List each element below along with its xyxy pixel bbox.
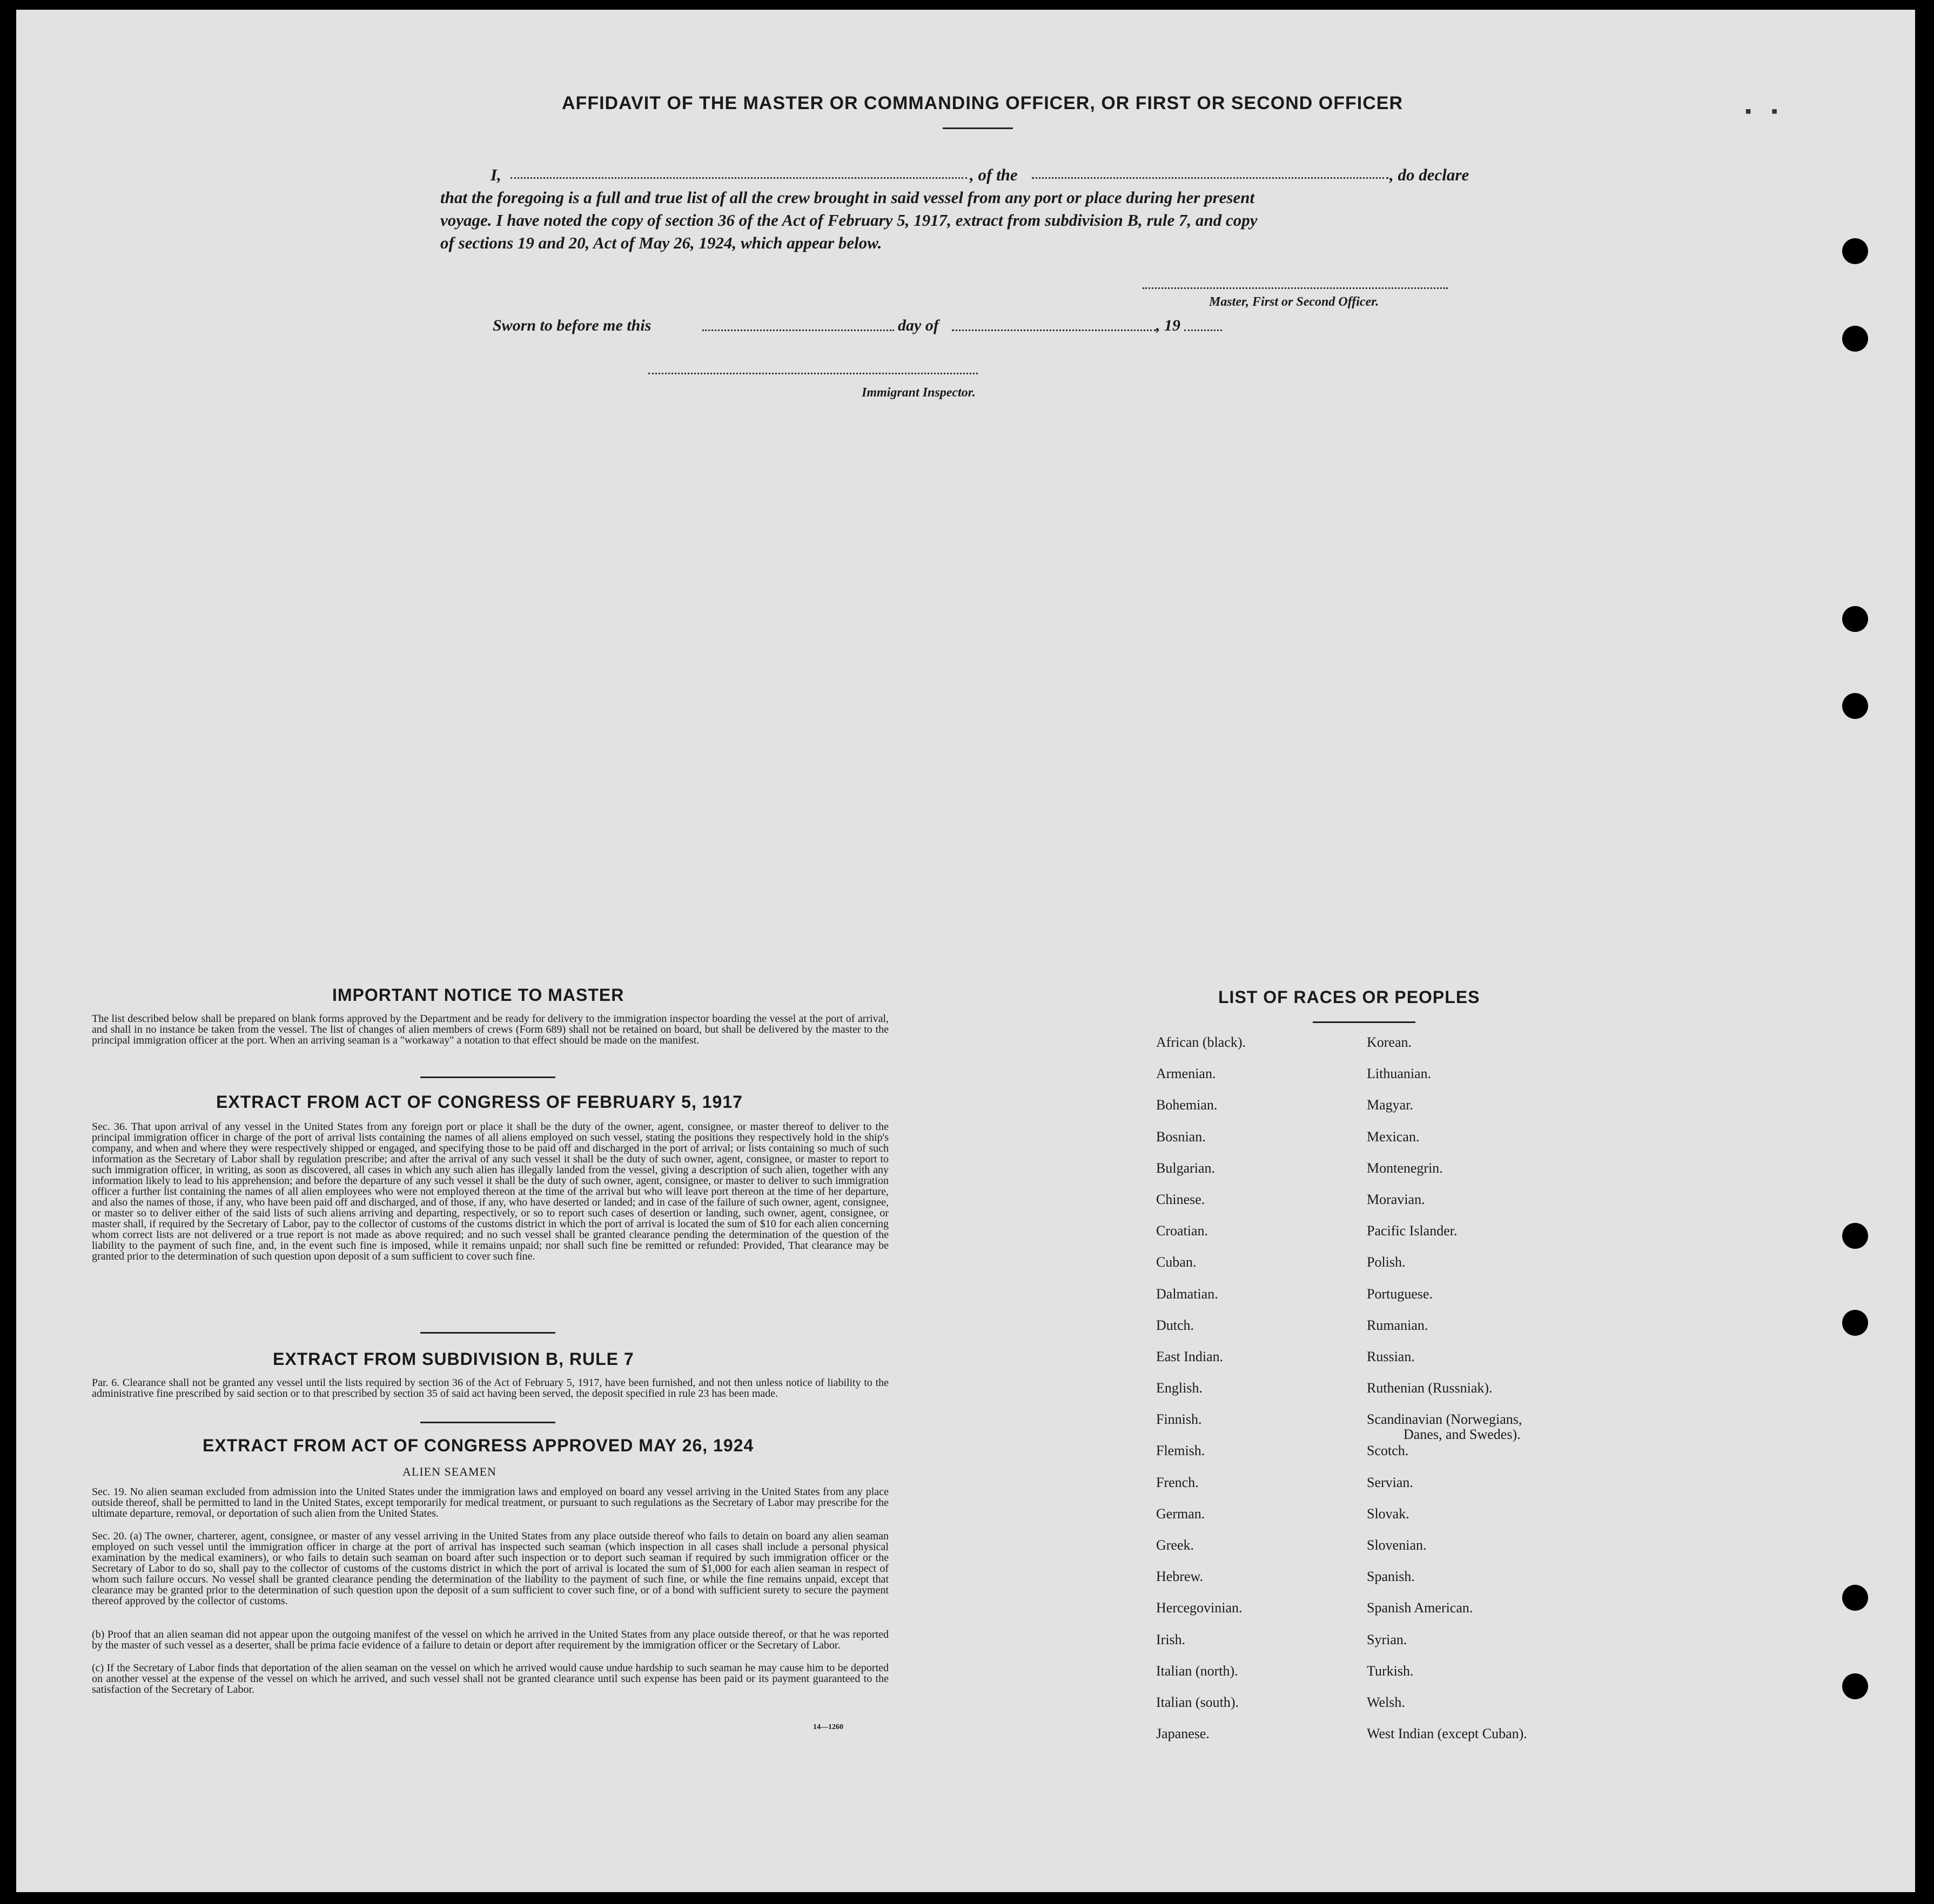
notice-body: The list described below shall be prepared on blank forms approved by the Department and be ready for delivery to the immigration inspector boarding the vessel at the port of arrival, and shall in no instance be taken from the vessel. The list of changes of alien members of crews (Form 689) shall not be retained on board, but shall be delivered by the master to the principal immigration officer at the port. When an arriving seaman is a "workaway" a notation to that effect should be made on the manifest. — [92, 1013, 889, 1046]
inspector-signature-caption: Immigrant Inspector. — [862, 386, 976, 400]
sworn-month-field[interactable] — [952, 329, 1156, 331]
section-divider — [420, 1077, 555, 1078]
race-item: Moravian. — [1367, 1191, 1425, 1207]
punch-hole — [1842, 1310, 1868, 1336]
extract-1924-subtitle: ALIEN SEAMEN — [402, 1465, 496, 1478]
punch-hole — [1842, 693, 1868, 719]
race-item: Italian (north). — [1156, 1663, 1238, 1679]
punch-hole — [1842, 1673, 1868, 1699]
master-signature-field[interactable] — [1143, 287, 1448, 289]
corner-ink-mark: ▪ ▪ — [1745, 102, 1785, 122]
extract-1924-sec19: Sec. 19. No alien seaman excluded from admission into the United States under the immigration laws and employed on board any vessel arriving in the United States from any place outside thereof, shall be permitted to land in the United States, except temporarily for medical treatment, or pursuant to such regulations as the Secretary of Labor may prescribe for the ultimate departure, removal, or deportation of such alien from the United States. — [92, 1486, 889, 1519]
race-item: Turkish. — [1367, 1663, 1414, 1679]
inspector-signature-field[interactable] — [648, 373, 978, 374]
race-item: Portuguese. — [1367, 1286, 1433, 1302]
extract-1917-title: EXTRACT FROM ACT OF CONGRESS OF FEBRUARY 5, 1917 — [216, 1092, 743, 1112]
race-item: Polish. — [1367, 1254, 1406, 1270]
punch-hole — [1842, 1223, 1868, 1249]
declarant-label: I, — [491, 165, 501, 184]
races-right-column — [1367, 1034, 1527, 1757]
races-title: LIST OF RACES OR PEOPLES — [1218, 987, 1480, 1007]
extract-1924-title: EXTRACT FROM ACT OF CONGRESS APPROVED MAY 26, 1924 — [203, 1436, 754, 1455]
race-item: Japanese. — [1156, 1726, 1210, 1742]
punch-hole — [1842, 1585, 1868, 1611]
race-item: East Indian. — [1156, 1348, 1224, 1364]
race-item: Irish. — [1156, 1631, 1186, 1647]
race-item: Greek. — [1156, 1537, 1194, 1553]
race-item: Hebrew. — [1156, 1569, 1204, 1585]
punch-hole — [1842, 606, 1868, 632]
race-item: Bohemian. — [1156, 1097, 1218, 1113]
day-of-label: day of — [898, 317, 939, 334]
declaration-line: of sections 19 and 20, Act of May 26, 1924, which appear below. — [440, 233, 882, 252]
vessel-name-field[interactable] — [1032, 177, 1388, 179]
race-item: Hercegovinian. — [1156, 1600, 1243, 1616]
race-item: Russian. — [1367, 1348, 1415, 1364]
race-item: Dutch. — [1156, 1317, 1194, 1333]
race-item: Cuban. — [1156, 1254, 1197, 1270]
race-item: Finnish. — [1156, 1411, 1202, 1428]
punch-hole — [1842, 238, 1868, 264]
race-item: English. — [1156, 1380, 1203, 1396]
race-item: Servian. — [1367, 1474, 1413, 1490]
form-reference-number: 14—1260 — [813, 1723, 843, 1731]
race-item: Syrian. — [1367, 1631, 1407, 1647]
punch-hole — [1842, 326, 1868, 352]
affidavit-title: AFFIDAVIT OF THE MASTER OR COMMANDING OFFICER, OR FIRST OR SECOND OFFICER — [562, 93, 1403, 113]
section-divider — [420, 1332, 555, 1334]
race-item: Italian (south). — [1156, 1694, 1239, 1710]
race-item: Rumanian. — [1367, 1317, 1428, 1333]
year-label: , 19 — [1156, 317, 1180, 334]
race-item: Slovak. — [1367, 1505, 1409, 1522]
race-item: Scandinavian (Norwegians, — [1367, 1411, 1522, 1428]
races-continuation: Danes, and Swedes). — [1404, 1427, 1521, 1442]
race-item: French. — [1156, 1474, 1199, 1490]
of-the-label: , of the — [970, 165, 1018, 184]
extract-1924-sec20c: (c) If the Secretary of Labor finds that deportation of the alien seaman on the vessel on which he arrived would cause undue hardship to such seaman he may cause him to be deported on another vessel at the expense of the vessel on which he arrived, and such vessel shall not be granted clearance until such expense has been paid or its payment guaranteed to the satisfaction of the Secretary of Labor. — [92, 1662, 889, 1696]
declaration-line: voyage. I have noted the copy of section 36 of the Act of February 5, 1917, extract from subdivision B, rule 7, and copy — [440, 211, 1258, 230]
race-item: Pacific Islander. — [1367, 1223, 1458, 1239]
race-item: Slovenian. — [1367, 1537, 1427, 1553]
extract-1917-body: Sec. 36. That upon arrival of any vessel in the United States from any foreign port or place it shall be the duty of the owner, agent, consignee, or master thereof to deliver to the principal immigration officer in charge of the port of arrival lists containing the names of all aliens employed on such vessel, stating the positions they respectively hold in the ship's company, and when and where they were respectively shipped or engaged, and specifying those to be paid off and discharged in the port of arrival; or lists containing so much of such information as the Secretary of Labor shall by regulation prescribe; and after the arrival of any such vessel it shall be the duty of such owner, agent, consignee, or master to report to such immigration officer, in writing, as soon as discovered, all cases in which any such alien has illegally landed from the vessel, giving a description of such alien, together with any information likely to lead to his apprehension; and before the departure of any such vessel it shall be the duty of such owner, agent, consignee, or master to deliver to such immigration officer a further list containing the names of all alien employees who were not employed thereon at the time of the arrival but who will leave port thereon at the time of her departure, and also the names of those, if any, who have been paid off and discharged, and of those, if any, who have deserted or landed; and in case of the failure of such owner, agent, consignee, or master so to deliver either of the said lists of such aliens arriving and departing, respectively, or so to report such cases of desertion or landing, such owner, agent, consignee, or master shall, if required by the Secretary of Labor, pay to the collector of customs of the customs district in which the port of arrival is located the sum of $10 for each alien concerning whom correct lists are not delivered or a true report is not made as above required; and no such vessel shall be granted clearance pending the determination of the question of the liability to the payment of such fine, and, in the event such fine is imposed, while it remains unpaid; nor shall such fine be remitted or refunded: Provided, That clearance may be granted prior to the determination of such question upon deposit of a sum sufficient to cover such fine. — [92, 1121, 889, 1262]
races-divider — [1313, 1021, 1415, 1023]
notice-title: IMPORTANT NOTICE TO MASTER — [332, 985, 624, 1005]
race-item: Spanish American. — [1367, 1600, 1473, 1616]
race-item: Magyar. — [1367, 1097, 1413, 1113]
race-item: Bosnian. — [1156, 1128, 1206, 1145]
section-divider — [420, 1422, 555, 1423]
extract-1924-sec20a: Sec. 20. (a) The owner, charterer, agent, consignee, or master of any vessel arriving in the United States from any place outside thereof who fails to detain on board any alien seaman employed on such vessel until the immigration officer in charge at the port of arrival has inspected such seaman (which inspection in all cases shall include a personal physical examination by the medical examiners), or who fails to detain such seaman on board after such inspection or to deport such seaman if required by such immigration officer or the Secretary of Labor to do so, shall pay to the collector of customs of the customs district in which the port of arrival is located the sum of $1,000 for each alien seaman in respect of whom such failure occurs. No vessel shall be granted clearance pending the determination of the liability to the payment of such fine, or while the fine remains unpaid, except that clearance may be granted prior to the determination of such question upon the deposit of a sum sufficient to cover such fine, or of a bond with sufficient surety to secure the payment thereof approved by the collector of customs. — [92, 1530, 889, 1607]
race-item: Montenegrin. — [1367, 1160, 1443, 1176]
race-item: Ruthenian (Russniak). — [1367, 1380, 1493, 1396]
race-item: Bulgarian. — [1156, 1160, 1216, 1176]
race-item: West Indian (except Cuban). — [1367, 1726, 1527, 1742]
sworn-label: Sworn to before me this — [493, 317, 652, 334]
race-item: Spanish. — [1367, 1569, 1415, 1585]
race-item: Armenian. — [1156, 1066, 1216, 1082]
race-item: Flemish. — [1156, 1443, 1205, 1459]
extract-rule7-title: EXTRACT FROM SUBDIVISION B, RULE 7 — [273, 1349, 634, 1369]
extract-1924-sec20b: (b) Proof that an alien seaman did not appear upon the outgoing manifest of the vessel on which he arrived in the United States from any place outside thereof, or that he was reported by the master of such vessel as a deserter, shall be prima facie evidence of a failure to detain or deport after requirement by the immigration officer or the Secretary of Labor. — [92, 1629, 889, 1651]
race-item: Croatian. — [1156, 1223, 1208, 1239]
race-item: Korean. — [1367, 1034, 1412, 1050]
races-left-column — [1156, 1034, 1246, 1757]
do-declare-label: , do declare — [1389, 165, 1469, 184]
declaration-line: that the foregoing is a full and true list of all the crew brought in said vessel from any port or place during her present — [440, 188, 1255, 207]
race-item: Mexican. — [1367, 1128, 1420, 1145]
race-item: African (black). — [1156, 1034, 1246, 1050]
sworn-day-field[interactable] — [702, 329, 894, 331]
race-item: Dalmatian. — [1156, 1286, 1218, 1302]
declarant-name-field[interactable] — [511, 177, 967, 179]
master-signature-caption: Master, First or Second Officer. — [1209, 295, 1379, 309]
title-divider — [943, 127, 1013, 129]
race-item: Welsh. — [1367, 1694, 1405, 1710]
sworn-year-field[interactable] — [1184, 329, 1222, 331]
race-item: German. — [1156, 1505, 1205, 1522]
race-item: Chinese. — [1156, 1191, 1205, 1207]
race-item: Lithuanian. — [1367, 1066, 1432, 1082]
race-item: Scotch. — [1367, 1443, 1409, 1459]
extract-rule7-body: Par. 6. Clearance shall not be granted any vessel until the lists required by section 36 of the Act of February 5, 1917, have been furnished, and not then unless notice of liability to the administrative fine prescribed by said section or to that prescribed by section 35 of said act having been served, the deposit specified in rule 23 has been made. — [92, 1377, 889, 1400]
